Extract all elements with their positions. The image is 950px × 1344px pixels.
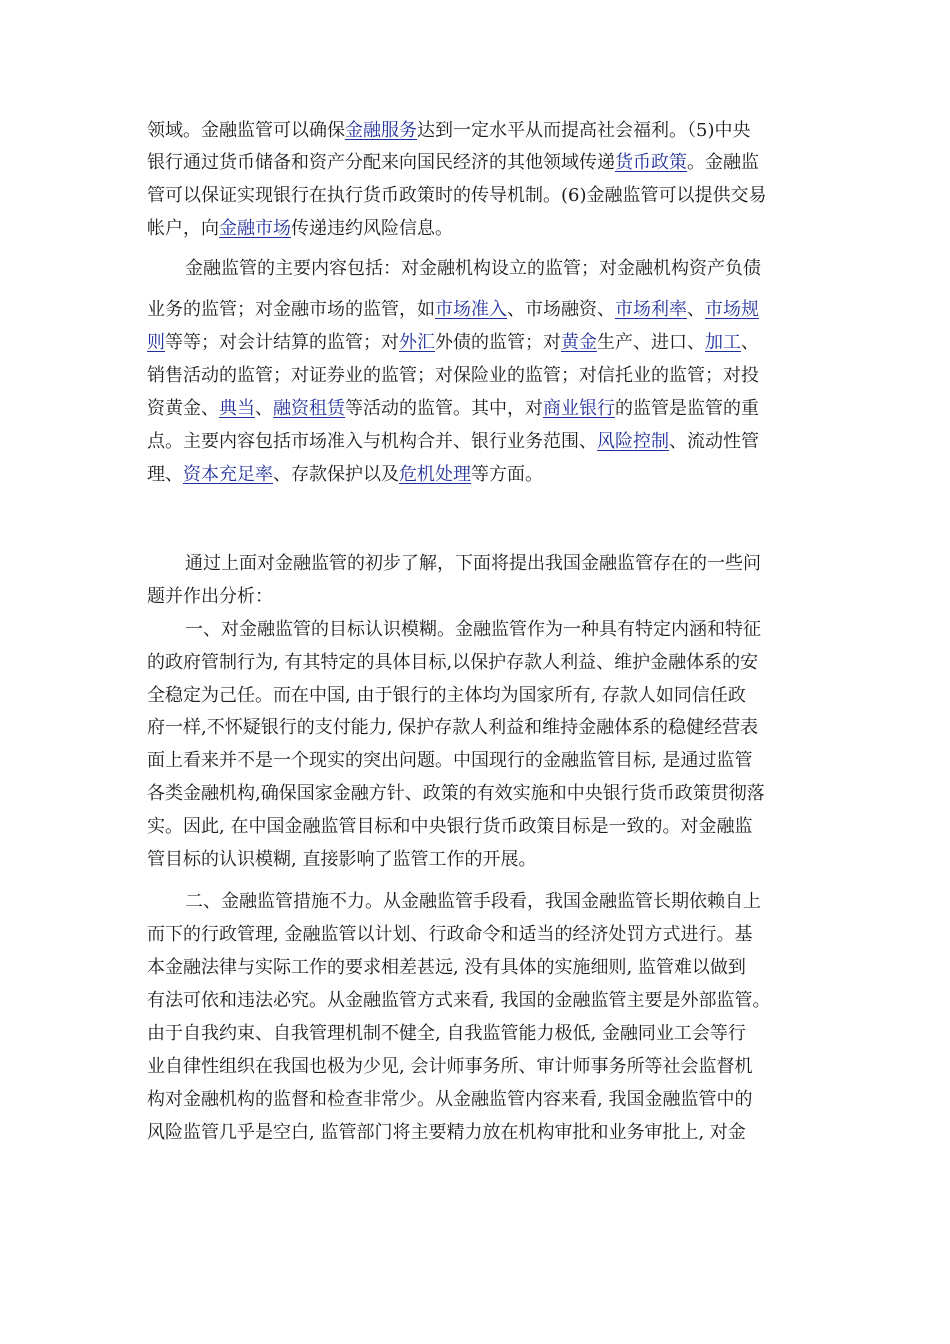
text-line <box>0 716 950 740</box>
text-line <box>0 217 950 241</box>
text-line <box>0 749 950 773</box>
inline-link[interactable]: 黄金 <box>561 332 597 353</box>
text-run: 业自律性组织在我国也极为少见, 会计师事务所、审计师事务所等社会监督机 <box>147 1056 753 1077</box>
text-run: 的监管是监管的重 <box>615 398 759 419</box>
inline-link[interactable]: 外汇 <box>399 332 435 353</box>
text-line <box>0 1088 950 1112</box>
text-run: 有法可依和违法必究。从金融监管方式来看, 我国的金融监管主要是外部监管。 <box>147 990 771 1011</box>
text-line <box>0 1121 950 1145</box>
inline-link[interactable]: 货币政策 <box>615 152 687 173</box>
text-run: 资黄金、 <box>147 398 219 419</box>
text-run: 、 <box>741 332 759 353</box>
text-line <box>0 184 950 208</box>
text-run: 、 <box>255 398 273 419</box>
text-line <box>0 1022 950 1046</box>
text-run: 外债的监管；对 <box>435 332 561 353</box>
text-run: 等方面。 <box>471 464 543 485</box>
text-line <box>0 331 950 355</box>
text-run: 构对金融机构的监督和检查非常少。从金融监管内容来看, 我国金融监管中的 <box>147 1089 753 1110</box>
text-line <box>0 552 950 576</box>
text-run: 业务的监管；对金融市场的监管，如 <box>147 299 435 320</box>
text-run: 、 <box>687 299 705 320</box>
inline-link[interactable]: 加工 <box>705 332 741 353</box>
text-line <box>0 956 950 980</box>
inline-link[interactable]: 资本充足率 <box>183 464 273 485</box>
text-run: 等等；对会计结算的监管；对 <box>165 332 399 353</box>
text-run: 各类金融机构,确保国家金融方针、政策的有效实施和中央银行货币政策贯彻落 <box>147 783 765 804</box>
text-line <box>0 585 950 609</box>
text-line <box>0 119 950 143</box>
text-run: 、市场融资、 <box>507 299 615 320</box>
text-run: 管目标的认识模糊, 直接影响了监管工作的开展。 <box>147 849 537 870</box>
inline-link[interactable]: 典当 <box>219 398 255 419</box>
text-run: 的政府管制行为, 有其特定的具体目标,以保护存款人利益、维护金融体系的安 <box>147 652 759 673</box>
text-run: 一、对金融监管的目标认识模糊。金融监管作为一种具有特定内涵和特征 <box>185 619 761 640</box>
text-run: 领域。金融监管可以确保 <box>147 120 345 141</box>
text-run: 由于自我约束、自我管理机制不健全, 自我监管能力极低, 金融同业工会等行 <box>147 1023 746 1044</box>
text-line <box>0 618 950 642</box>
text-run: 二、金融监管措施不力。从金融监管手段看，我国金融监管长期依赖自上 <box>185 891 761 912</box>
text-run: 题并作出分析： <box>147 586 273 607</box>
text-run: 传递违约风险信息。 <box>291 218 453 239</box>
text-line <box>0 782 950 806</box>
text-run: 全稳定为己任。而在中国, 由于银行的主体均为国家所有, 存款人如同信任政 <box>147 685 746 706</box>
text-line <box>0 257 950 281</box>
inline-link[interactable]: 危机处理 <box>399 464 471 485</box>
text-run: 风险监管几乎是空白, 监管部门将主要精力放在机构审批和业务审批上, 对金 <box>147 1122 746 1143</box>
inline-link[interactable]: 市场利率 <box>615 299 687 320</box>
text-run: 通过上面对金融监管的初步了解，下面将提出我国金融监管存在的一些问 <box>185 553 761 574</box>
text-line <box>0 923 950 947</box>
text-run: 达到一定水平从而提高社会福利。（5)中央 <box>417 120 751 141</box>
text-line <box>0 848 950 872</box>
text-run: 生产、进口、 <box>597 332 705 353</box>
text-line <box>0 989 950 1013</box>
text-line <box>0 298 950 322</box>
text-run: 等活动的监管。其中，对 <box>345 398 543 419</box>
text-run: 银行通过货币储备和资产分配来向国民经济的其他领域传递 <box>147 152 615 173</box>
text-run: 本金融法律与实际工作的要求相差甚远, 没有具体的实施细则, 监管难以做到 <box>147 957 746 978</box>
inline-link[interactable]: 融资租赁 <box>273 398 345 419</box>
inline-link[interactable]: 金融服务 <box>345 120 417 141</box>
text-run: 实。因此, 在中国金融监管目标和中央银行货币政策目标是一致的。对金融监 <box>147 816 753 837</box>
text-run: 、存款保护以及 <box>273 464 399 485</box>
inline-link[interactable]: 则 <box>147 332 165 353</box>
text-line <box>0 651 950 675</box>
text-line <box>0 397 950 421</box>
text-line <box>0 684 950 708</box>
text-line <box>0 364 950 388</box>
text-run: 销售活动的监管；对证券业的监管；对保险业的监管；对信托业的监管；对投 <box>147 365 759 386</box>
text-run: 府一样,不怀疑银行的支付能力, 保护存款人利益和维持金融体系的稳健经营表 <box>147 717 759 738</box>
text-run: 点。主要内容包括市场准入与机构合并、银行业务范围、 <box>147 431 597 452</box>
text-line <box>0 815 950 839</box>
inline-link[interactable]: 市场准入 <box>435 299 507 320</box>
text-line <box>0 430 950 454</box>
text-run: 而下的行政管理, 金融监管以计划、行政命令和适当的经济处罚方式进行。基 <box>147 924 753 945</box>
inline-link[interactable]: 市场规 <box>705 299 759 320</box>
text-line <box>0 151 950 175</box>
text-line <box>0 890 950 914</box>
inline-link[interactable]: 风险控制 <box>597 431 669 452</box>
text-line <box>0 463 950 487</box>
text-run: 帐户，向 <box>147 218 219 239</box>
text-run: 理、 <box>147 464 183 485</box>
text-run: 金融监管的主要内容包括：对金融机构设立的监管；对金融机构资产负债 <box>185 258 761 279</box>
text-line <box>0 1055 950 1079</box>
text-run: 面上看来并不是一个现实的突出问题。中国现行的金融监管目标, 是通过监管 <box>147 750 753 771</box>
text-run: 管可以保证实现银行在执行货币政策时的传导机制。(6)金融监管可以提供交易 <box>147 185 767 206</box>
inline-link[interactable]: 金融市场 <box>219 218 291 239</box>
text-run: 、流动性管 <box>669 431 759 452</box>
inline-link[interactable]: 商业银行 <box>543 398 615 419</box>
text-run: 。金融监 <box>687 152 759 173</box>
